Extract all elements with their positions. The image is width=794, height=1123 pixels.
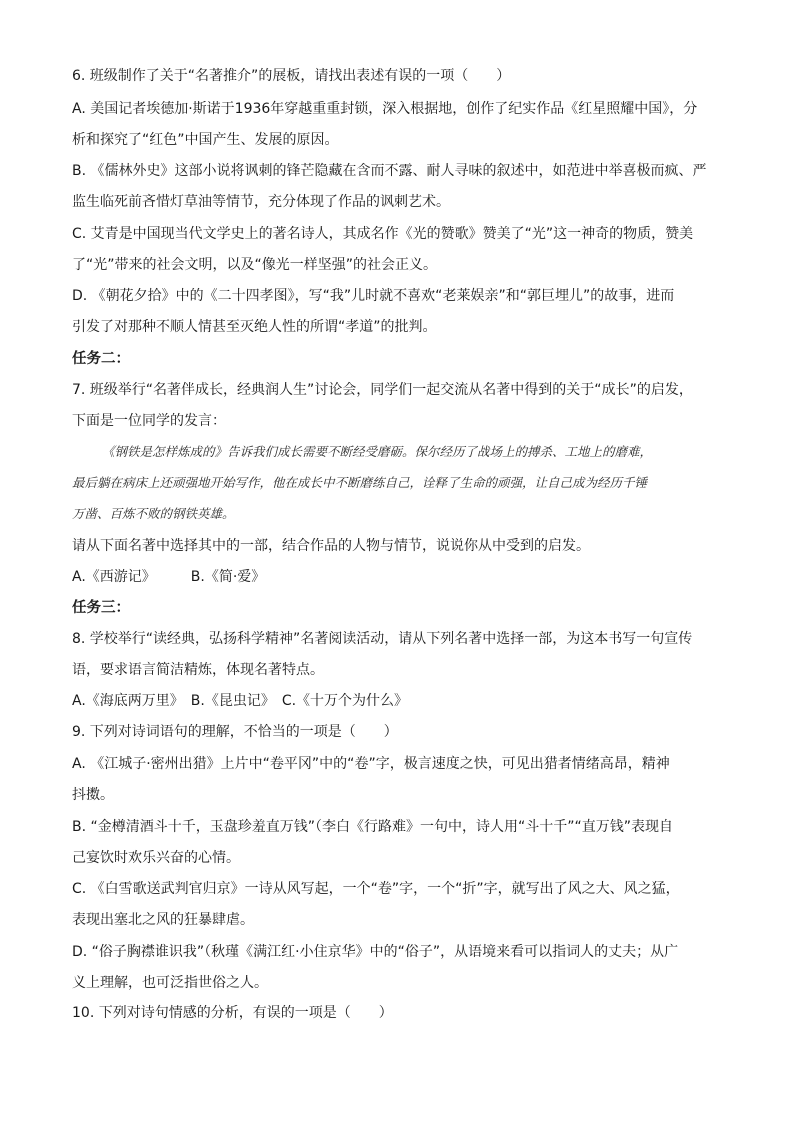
q7-instruction: 请从下面名著中选择其中的一部，结合作品的人物与情节，说说你从中受到的启发。: [72, 538, 590, 554]
q9-option-c: C. 《白雪歌送武判官归京》一诗从风写起，一个“卷”字，一个“折”字，就写出了风之大、风之猛，: [72, 881, 680, 897]
q9-option-b-cont: 己宴饮时欢乐兴奋的心情。: [72, 850, 240, 866]
q6-option-b: B. 《儒林外史》这部小说将讽刺的锋芒隐藏在含而不露、耐人寻味的叙述中，如范进中举喜极而疯、严: [72, 163, 707, 179]
q9-option-d: D. “俗子胸襟谁识我”（秋瑾《满江红·小住京华》中的“俗子”，从语境来看可以指词人的丈夫；从广: [72, 944, 679, 960]
q7-quote-line-1: 《钢铁是怎样炼成的》告诉我们成长需要不断经受磨砺。保尔经历了战场上的搏杀、工地上的磨难，: [102, 444, 653, 459]
q7-choices: A.《西游记》 B.《简·爱》: [72, 569, 266, 585]
q8-stem-cont: 语，要求语言简洁精炼，体现名著特点。: [72, 662, 324, 678]
q6-option-c-cont: 了“光”带来的社会文明，以及“像光一样坚强”的社会正义。: [72, 257, 438, 273]
task-three-heading: 任务三：: [72, 600, 130, 616]
q10-stem: 10. 下列对诗句情感的分析，有误的一项是（ ）: [72, 1005, 393, 1021]
q6-option-c: C. 艾青是中国现当代文学史上的著名诗人，其成名作《光的赞歌》赞美了“光”这一神奇的物质，赞美: [72, 226, 694, 242]
q6-option-d-cont: 引发了对那种不顺人情甚至灭绝人性的所谓“孝道”的批判。: [72, 319, 437, 335]
q6-option-d: D. 《朝花夕拾》中的《二十四孝图》，写“我”儿时就不喜欢“老莱娱亲”和“郭巨埋儿”的故事，进而: [72, 288, 675, 304]
q7-quote-line-3: 万凿、百炼不败的钢铁英雄。: [72, 506, 235, 521]
q9-option-d-cont: 义上理解，也可泛指世俗之人。: [72, 975, 268, 991]
q9-option-c-cont: 表现出塞北之风的狂暴肆虐。: [72, 912, 254, 928]
q7-stem-cont: 下面是一位同学的发言：: [72, 413, 226, 429]
q6-option-a: A. 美国记者埃德加·斯诺于1936年穿越重重封锁，深入根据地，创作了纪实作品《红星照耀中国》，分: [72, 101, 698, 117]
q6-option-b-cont: 监生临死前吝惜灯草油等情节，充分体现了作品的讽刺艺术。: [72, 194, 450, 210]
task-two-heading: 任务二：: [72, 351, 130, 367]
q7-stem: 7. 班级举行“名著伴成长，经典润人生”讨论会，同学们一起交流从名著中得到的关于“成长”的启发，: [72, 382, 693, 398]
q9-option-a: A. 《江城子·密州出猎》上片中“卷平冈”中的“卷”字，极言速度之快，可见出猎者情绪高昂，精神: [72, 756, 670, 772]
q6-option-a-cont: 析和探究了“红色”中国产生、发展的原因。: [72, 132, 339, 148]
q8-stem: 8. 学校举行“读经典，弘扬科学精神”名著阅读活动，请从下列名著中选择一部，为这本书写一句宣传: [72, 631, 693, 647]
q6-stem: 6. 班级制作了关于“名著推介”的展板，请找出表述有误的一项（ ）: [72, 68, 511, 84]
q9-stem: 9. 下列对诗词语句的理解，不恰当的一项是（ ）: [72, 724, 398, 740]
q9-option-b: B. “金樽清酒斗十千，玉盘珍羞直万钱”（李白《行路难》一句中，诗人用“斗十千”“直万钱”表现自: [72, 819, 674, 835]
q8-choices: A.《海底两万里》 B.《昆虫记》 C.《十万个为什么》: [72, 693, 409, 709]
q7-quote-line-2: 最后躺在病床上还顽强地开始写作，他在成长中不断磨练自己，诠释了生命的顽强，让自己成为经历千锤: [72, 475, 648, 490]
q9-option-a-cont: 抖擞。: [72, 787, 114, 803]
